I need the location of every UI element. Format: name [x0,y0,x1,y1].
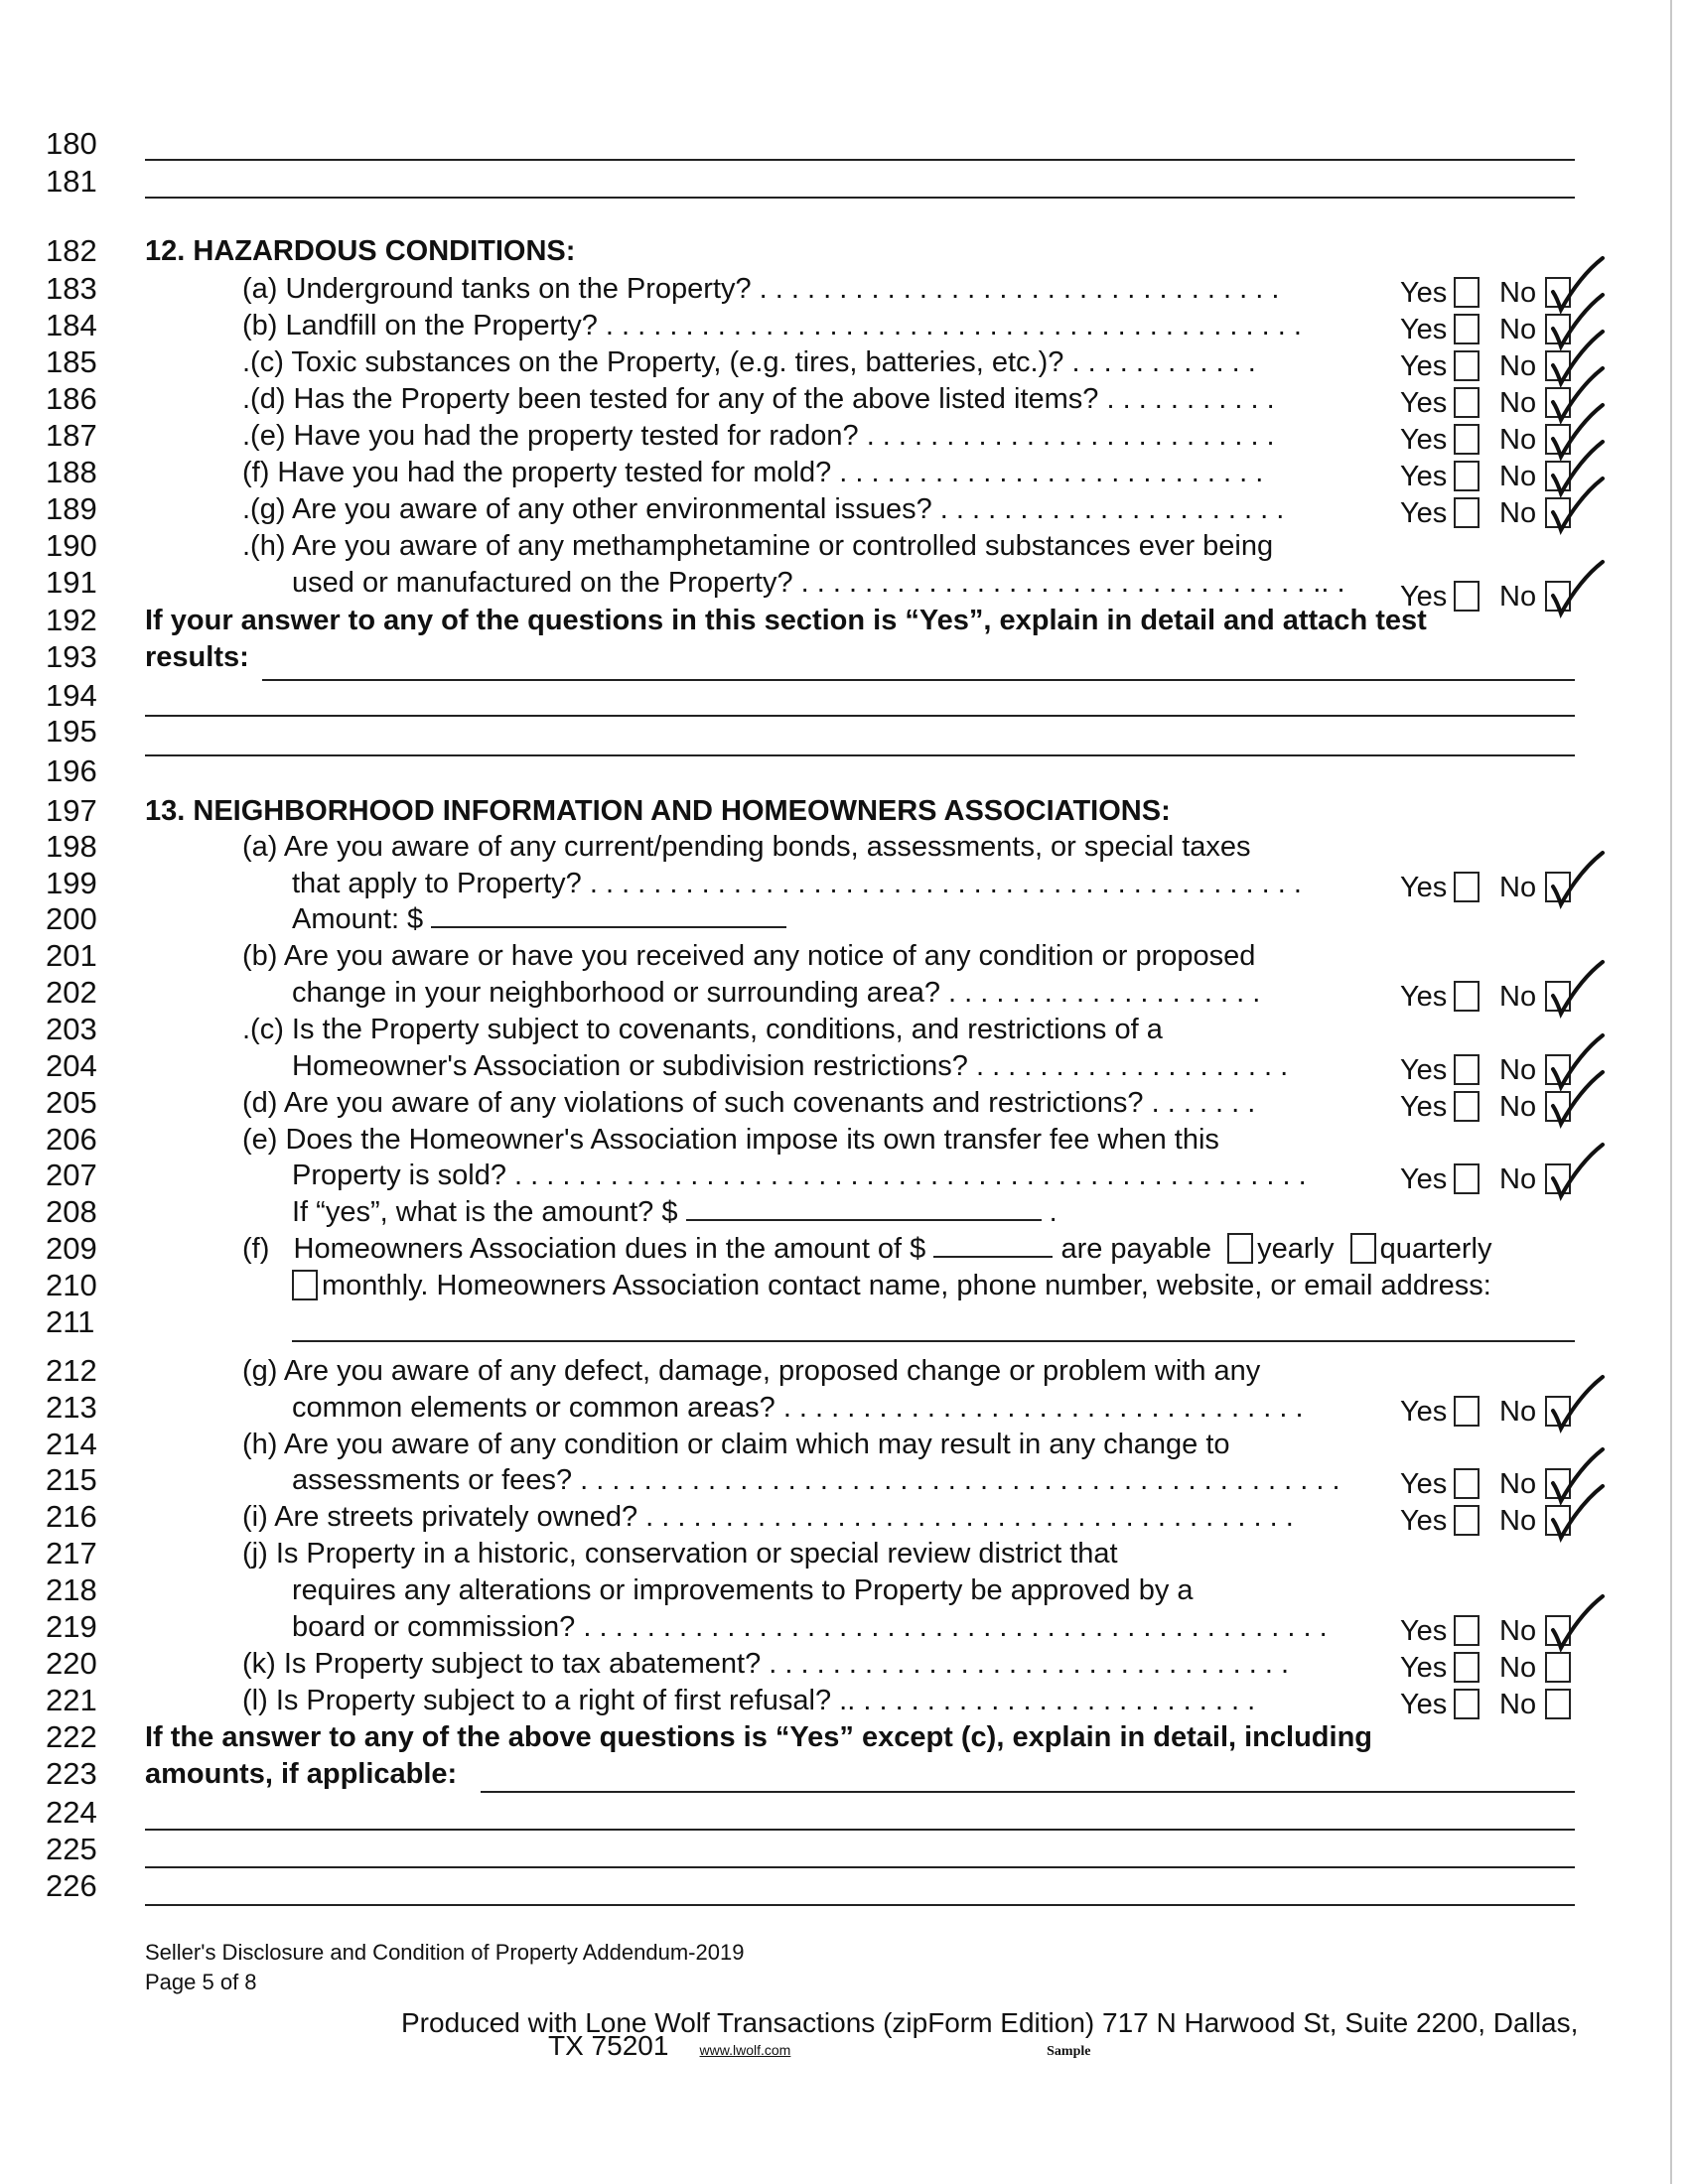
producer-line: Produced with Lone Wolf Transactions (zipForm Edition) 717 N Harwood St, Suite 2200, Dallas, [401,2007,1579,2038]
line-number: 201 [46,938,97,973]
hoa-question-l: (l) Is Property subject to a right of first refusal? .. . . . . . . . . . . . . . . . . . . . . . . . . . [242,1685,1256,1716]
line-number: 194 [46,678,97,713]
yes-label: Yes [1400,1396,1448,1428]
section-13-explain: If the answer to any of the above questions is “Yes” except (c), explain in detail, including [145,1721,1372,1753]
no-label: No [1499,424,1537,456]
yes-label: Yes [1400,1615,1448,1647]
hoa-question-a: (a) Are you aware of any current/pending bonds, assessments, or special taxes [242,831,1251,863]
yes-checkbox[interactable] [1454,1396,1480,1427]
no-label: No [1499,1652,1537,1684]
line-number: 217 [46,1536,97,1570]
line-number: 216 [46,1499,97,1534]
no-label: No [1499,1163,1537,1195]
line-number: 180 [46,126,97,161]
line-number: 223 [46,1756,97,1791]
line-number: 208 [46,1194,97,1229]
yes-label: Yes [1400,1505,1448,1537]
no-label: No [1499,277,1537,309]
form-title: Seller's Disclosure and Condition of Property Addendum-2019 [145,1940,745,1965]
handwritten-checkmark-icon [1541,847,1611,916]
yes-label: Yes [1400,981,1448,1013]
hazard-question-b: (b) Landfill on the Property? . . . . . . . . . . . . . . . . . . . . . . . . . . . . . . . . . . . . . . . . . . . . [242,310,1302,341]
section-12-heading: 12. HAZARDOUS CONDITIONS: [145,235,576,267]
yes-checkbox[interactable] [1454,1468,1480,1499]
line-number: 221 [46,1683,97,1717]
yes-label: Yes [1400,581,1448,613]
yearly-checkbox[interactable] [1227,1233,1253,1264]
line-number: 220 [46,1646,97,1681]
line-number: 224 [46,1795,97,1830]
line-number: 189 [46,491,97,526]
hoa-question-g-cont: common elements or common areas? . . . . . . . . . . . . . . . . . . . . . . . . . . . . . . . . . [292,1392,1304,1424]
yes-label: Yes [1400,387,1448,419]
yes-checkbox[interactable] [1454,497,1480,528]
section-12-explain: If your answer to any of the questions in this section is “Yes”, explain in detail and attach test [145,605,1427,636]
line-number: 191 [46,565,97,600]
page-number: Page 5 of 8 [145,1970,257,1994]
line-number: 210 [46,1268,97,1302]
line-number: 211 [46,1304,95,1339]
blank-line [145,197,1575,199]
yes-checkbox[interactable] [1454,581,1480,612]
handwritten-checkmark-icon [1541,1480,1611,1550]
line-number: 185 [46,344,97,379]
hoa-dues-label: Homeowners Association dues in the amount of $ [293,1233,926,1265]
hazard-question-c: .(c) Toxic substances on the Property, (e.g. tires, batteries, etc.)? . . . . . . . . . . . . [242,346,1256,378]
line-number: 198 [46,829,97,864]
yes-checkbox[interactable] [1454,1054,1480,1085]
line-number: 190 [46,528,97,563]
handwritten-checkmark-icon [1541,473,1611,542]
no-label: No [1499,1396,1537,1428]
hoa-question-f-cont [292,1269,1491,1302]
line-number: 213 [46,1390,97,1425]
yes-label: Yes [1400,1689,1448,1720]
no-label: No [1499,872,1537,903]
yes-checkbox[interactable] [1454,461,1480,491]
hoa-question-b-cont: change in your neighborhood or surrounding area? . . . . . . . . . . . . . . . . . . . . [292,977,1261,1009]
no-label: No [1499,350,1537,382]
no-label: No [1499,314,1537,345]
handwritten-checkmark-icon [1541,1371,1611,1440]
hoa-question-g: (g) Are you aware of any defect, damage, proposed change or problem with any [242,1355,1261,1387]
page-edge-divider [1670,0,1672,2184]
hoa-question-j-cont: requires any alterations or improvements to Property be approved by a [292,1574,1194,1606]
transfer-fee-label: If “yes”, what is the amount? $ [292,1196,678,1228]
hoa-question-b: (b) Are you aware or have you received any notice of any condition or proposed [242,940,1256,972]
line-number: 222 [46,1719,97,1754]
hazard-question-e: .(e) Have you had the property tested for radon? . . . . . . . . . . . . . . . . . . . . . . . . . . [242,420,1275,452]
line-number: 188 [46,455,97,489]
line-number: 205 [46,1085,97,1120]
hoa-question-e-cont: Property is sold? . . . . . . . . . . . . . . . . . . . . . . . . . . . . . . . . . . . . . . . . . . . . . . . . . . [292,1160,1307,1191]
yes-checkbox[interactable] [1454,424,1480,455]
no-label: No [1499,387,1537,419]
line-number: 219 [46,1609,97,1644]
line-number: 183 [46,271,97,306]
line-number: 200 [46,901,97,936]
yes-checkbox[interactable] [1454,350,1480,381]
handwritten-checkmark-icon [1541,1139,1611,1208]
no-label: No [1499,981,1537,1013]
hoa-question-c-cont: Homeowner's Association or subdivision restrictions? . . . . . . . . . . . . . . . . . . . . [292,1050,1289,1082]
yes-label: Yes [1400,1054,1448,1086]
hoa-question-h: (h) Are you aware of any condition or claim which may result in any change to [242,1429,1230,1460]
hoa-dues-field[interactable] [933,1232,1053,1258]
yearly-label: yearly [1257,1233,1335,1265]
line-number: 215 [46,1462,97,1497]
yes-checkbox[interactable] [1454,314,1480,344]
monthly-checkbox[interactable] [292,1270,318,1300]
handwritten-checkmark-icon [1541,556,1611,625]
no-label: No [1499,1091,1537,1123]
monthly-label: monthly. Homeowners Association contact name, phone number, website, or email address: [322,1270,1491,1301]
line-number: 207 [46,1158,97,1192]
yes-label: Yes [1400,1163,1448,1195]
line-number: 197 [46,793,97,828]
explain-field-13[interactable] [145,1866,1575,1868]
producer-website[interactable]: www.lwolf.com [699,2042,791,2058]
explain-field-13[interactable] [145,1829,1575,1831]
hoa-question-i: (i) Are streets privately owned? . . . . . . . . . . . . . . . . . . . . . . . . . . . . . . . . . . . . . . . . . [242,1501,1294,1533]
no-label: No [1499,1468,1537,1500]
no-label: No [1499,1505,1537,1537]
line-number: 225 [46,1832,97,1866]
explain-field-13[interactable] [145,1904,1575,1906]
hazard-question-a: (a) Underground tanks on the Property? . . . . . . . . . . . . . . . . . . . . . . . . . . . . . . . . . [242,273,1280,305]
yes-label: Yes [1400,461,1448,492]
hazard-question-h: .(h) Are you aware of any methamphetamine or controlled substances ever being [242,530,1274,562]
hoa-question-f [242,1232,1491,1266]
line-number: 203 [46,1012,97,1046]
hazard-question-d: .(d) Has the Property been tested for any of the above listed items? . . . . . . . . . . . [242,383,1275,415]
yes-checkbox[interactable] [1454,1505,1480,1536]
handwritten-checkmark-icon [1541,956,1611,1025]
yes-label: Yes [1400,1652,1448,1684]
amount-field[interactable] [431,902,786,928]
hoa-question-k: (k) Is Property subject to tax abatement? . . . . . . . . . . . . . . . . . . . . . . . . . . . . . . . . . [242,1648,1290,1680]
sample-watermark: Sample [1047,2044,1091,2059]
line-number: 199 [46,866,97,900]
yes-checkbox[interactable] [1454,1091,1480,1122]
handwritten-checkmark-icon [1541,1590,1611,1660]
no-label: No [1499,1689,1537,1720]
yes-label: Yes [1400,277,1448,309]
line-number: 209 [46,1231,97,1266]
hoa-question-e: (e) Does the Homeowner's Association impose its own transfer fee when this [242,1124,1219,1156]
yes-checkbox[interactable] [1454,277,1480,308]
handwritten-checkmark-icon [1541,1066,1611,1136]
yes-checkbox[interactable] [1454,1689,1480,1719]
quarterly-label: quarterly [1379,1233,1492,1265]
yes-checkbox[interactable] [1454,981,1480,1012]
yes-checkbox[interactable] [1454,1163,1480,1194]
line-number: 212 [46,1353,97,1388]
line-number: 204 [46,1048,97,1083]
section-13-heading: 13. NEIGHBORHOOD INFORMATION AND HOMEOWNERS ASSOCIATIONS: [145,795,1171,827]
yes-label: Yes [1400,497,1448,529]
no-label: No [1499,497,1537,529]
yes-label: Yes [1400,350,1448,382]
no-label: No [1499,461,1537,492]
quarterly-checkbox[interactable] [1350,1233,1376,1264]
yes-checkbox[interactable] [1454,872,1480,902]
line-number: 206 [46,1122,97,1157]
f-prefix: (f) [242,1233,270,1265]
line-number: 184 [46,308,97,342]
hoa-transfer-fee-amount: If “yes”, what is the amount? $ . [292,1196,1058,1228]
line-number: 186 [46,381,97,416]
yes-label: Yes [1400,424,1448,456]
hoa-question-a-cont: that apply to Property? . . . . . . . . . . . . . . . . . . . . . . . . . . . . . . . . . . . . . . . . . . . . . [292,868,1302,899]
hoa-amount-label [292,902,786,936]
line-number: 193 [46,639,97,674]
blank-line [145,159,1575,161]
line-number: 196 [46,753,97,788]
yes-label: Yes [1400,872,1448,903]
hazard-question-h-cont: used or manufactured on the Property? . . . . . . . . . . . . . . . . . . . . . . . . . . . . . . . . .. . [292,567,1345,599]
section-13-explain-label: amounts, if applicable: [145,1758,458,1790]
yes-label: Yes [1400,1468,1448,1500]
yes-label: Yes [1400,314,1448,345]
line-number: 226 [46,1868,97,1903]
hoa-question-d: (d) Are you aware of any violations of such covenants and restrictions? . . . . . . . [242,1087,1256,1119]
yes-label: Yes [1400,1091,1448,1123]
explain-field-12[interactable] [262,679,1575,681]
producer-address: TX 75201 [548,2030,669,2061]
line-number: 181 [46,164,97,199]
hazard-question-g: .(g) Are you aware of any other environmental issues? . . . . . . . . . . . . . . . . . . . . . . [242,493,1285,525]
no-label: No [1499,1615,1537,1647]
hazard-question-f: (f) Have you had the property tested for mold? . . . . . . . . . . . . . . . . . . . . . . . . . . . [242,457,1264,488]
line-number: 182 [46,233,97,268]
transfer-fee-field[interactable] [686,1195,1042,1221]
section-12-explain-label: results: [145,641,249,673]
yes-checkbox[interactable] [1454,1615,1480,1646]
no-label: No [1499,1054,1537,1086]
no-checkbox[interactable] [1545,1689,1571,1719]
payable-label: are payable [1060,1233,1211,1265]
line-number: 202 [46,975,97,1010]
hoa-question-j-cont2: board or commission? . . . . . . . . . . . . . . . . . . . . . . . . . . . . . . . . . . . . . . . . . . . . . . . [292,1611,1328,1643]
line-number: 195 [46,714,97,749]
line-number: 214 [46,1427,97,1461]
producer-line-2 [548,2031,1090,2067]
yes-checkbox[interactable] [1454,387,1480,418]
line-number: 187 [46,418,97,453]
amount-label: Amount: $ [292,903,424,935]
hoa-question-j: (j) Is Property in a historic, conservation or special review district that [242,1538,1118,1570]
yes-checkbox[interactable] [1454,1652,1480,1683]
explain-field-13[interactable] [481,1791,1575,1793]
hoa-contact-field[interactable] [292,1340,1575,1342]
no-label: No [1499,581,1537,613]
line-number: 218 [46,1572,97,1607]
explain-field-12[interactable] [145,754,1575,756]
line-number: 192 [46,603,97,637]
explain-field-12[interactable] [145,715,1575,717]
hoa-question-h-cont: assessments or fees? . . . . . . . . . . . . . . . . . . . . . . . . . . . . . . . . . . . . . . . . . . . . . . . . [292,1464,1340,1496]
no-checkbox[interactable] [1545,1652,1571,1683]
hoa-question-c: .(c) Is the Property subject to covenants, conditions, and restrictions of a [242,1014,1163,1045]
